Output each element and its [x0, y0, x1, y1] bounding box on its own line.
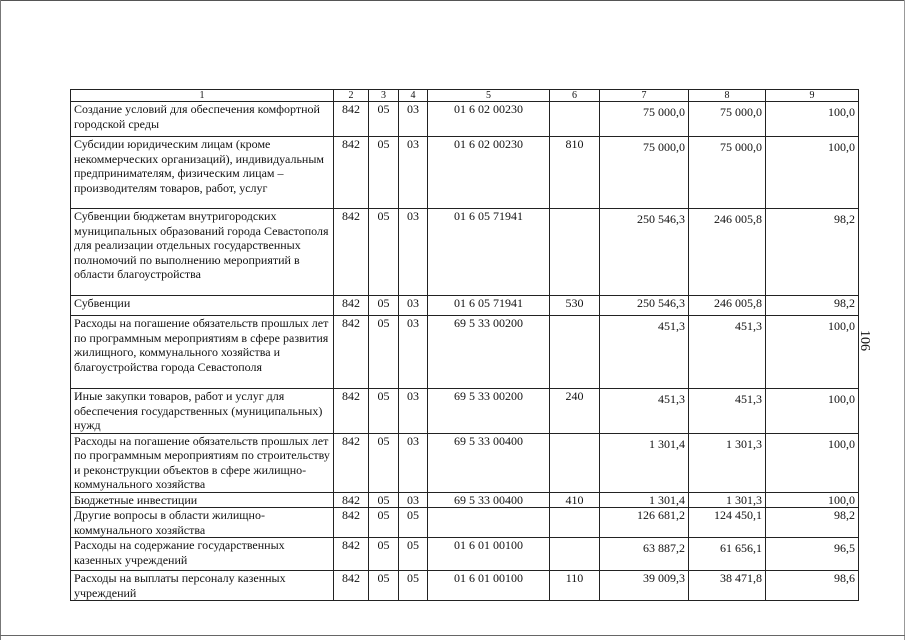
- cell-target-article: 69 5 33 00400: [428, 433, 550, 492]
- cell-executed: 451,3: [689, 389, 766, 434]
- cell-planned: 451,3: [600, 316, 689, 389]
- cell-planned: 39 009,3: [600, 571, 689, 601]
- cell-name: Субвенции бюджетам внутригородских муниципальных образований города Севастополя для реализации отдельных государственных полномочий по выполнению мероприятий в области благоустройства: [71, 209, 334, 296]
- cell-percent: 100,0: [766, 492, 859, 508]
- table-header-row: [71, 90, 859, 102]
- cell-subsection: 03: [399, 296, 428, 316]
- table-row: [71, 508, 859, 538]
- cell-section: 05: [369, 433, 399, 492]
- cell-expense-type: [550, 508, 600, 538]
- cell-target-article: 69 5 33 00200: [428, 389, 550, 434]
- cell-target-article: [428, 508, 550, 538]
- table-row: [71, 433, 859, 492]
- cell-ministry-code: 842: [334, 316, 369, 389]
- budget-table: [70, 89, 859, 601]
- cell-section: 05: [369, 316, 399, 389]
- cell-planned: 75 000,0: [600, 102, 689, 137]
- cell-planned: 1 301,4: [600, 433, 689, 492]
- cell-subsection: 03: [399, 102, 428, 137]
- header-col-8: 8: [689, 90, 766, 102]
- cell-expense-type: 410: [550, 492, 600, 508]
- cell-target-article: 69 5 33 00400: [428, 492, 550, 508]
- table-row: [71, 389, 859, 434]
- cell-name: Иные закупки товаров, работ и услуг для обеспечения государственных (муниципальных) нужд: [71, 389, 334, 434]
- cell-name: Расходы на содержание государственных казенных учреждений: [71, 538, 334, 571]
- cell-expense-type: 240: [550, 389, 600, 434]
- cell-executed: 1 301,3: [689, 492, 766, 508]
- cell-name: Бюджетные инвестиции: [71, 492, 334, 508]
- cell-ministry-code: 842: [334, 433, 369, 492]
- cell-target-article: 01 6 02 00230: [428, 102, 550, 137]
- cell-planned: 451,3: [600, 389, 689, 434]
- table-row: [71, 492, 859, 508]
- header-col-6: 6: [550, 90, 600, 102]
- cell-expense-type: 110: [550, 571, 600, 601]
- cell-percent: 100,0: [766, 316, 859, 389]
- cell-subsection: 03: [399, 137, 428, 209]
- cell-subsection: 05: [399, 571, 428, 601]
- cell-expense-type: [550, 538, 600, 571]
- cell-expense-type: [550, 433, 600, 492]
- cell-executed: 75 000,0: [689, 137, 766, 209]
- table-row: [71, 538, 859, 571]
- page-frame-bottom: [0, 635, 905, 636]
- cell-executed: 38 471,8: [689, 571, 766, 601]
- table-row: [71, 571, 859, 601]
- cell-percent: 100,0: [766, 389, 859, 434]
- cell-expense-type: [550, 209, 600, 296]
- header-col-2: 2: [334, 90, 369, 102]
- cell-planned: 250 546,3: [600, 209, 689, 296]
- header-col-9: 9: [766, 90, 859, 102]
- header-col-1: 1: [71, 90, 334, 102]
- cell-executed: 1 301,3: [689, 433, 766, 492]
- cell-section: 05: [369, 538, 399, 571]
- cell-ministry-code: 842: [334, 508, 369, 538]
- cell-ministry-code: 842: [334, 571, 369, 601]
- cell-percent: 100,0: [766, 102, 859, 137]
- cell-percent: 98,2: [766, 508, 859, 538]
- cell-ministry-code: 842: [334, 209, 369, 296]
- cell-target-article: 69 5 33 00200: [428, 316, 550, 389]
- cell-ministry-code: 842: [334, 538, 369, 571]
- cell-subsection: 03: [399, 389, 428, 434]
- cell-ministry-code: 842: [334, 137, 369, 209]
- header-col-5: 5: [428, 90, 550, 102]
- cell-percent: 98,2: [766, 209, 859, 296]
- cell-percent: 100,0: [766, 433, 859, 492]
- cell-subsection: 05: [399, 508, 428, 538]
- table-row: [71, 296, 859, 316]
- cell-name: Расходы на погашение обязательств прошлых лет по программным мероприятиям по строительству и реконструкции объектов в сфере жилищно-коммунального хозяйства: [71, 433, 334, 492]
- cell-name: Субвенции: [71, 296, 334, 316]
- cell-target-article: 01 6 01 00100: [428, 571, 550, 601]
- cell-executed: 61 656,1: [689, 538, 766, 571]
- cell-subsection: 05: [399, 538, 428, 571]
- cell-target-article: 01 6 01 00100: [428, 538, 550, 571]
- cell-percent: 96,5: [766, 538, 859, 571]
- cell-planned: 126 681,2: [600, 508, 689, 538]
- cell-target-article: 01 6 02 00230: [428, 137, 550, 209]
- cell-ministry-code: 842: [334, 102, 369, 137]
- table-row: [71, 209, 859, 296]
- header-col-4: 4: [399, 90, 428, 102]
- cell-executed: 246 005,8: [689, 296, 766, 316]
- cell-expense-type: 530: [550, 296, 600, 316]
- cell-subsection: 03: [399, 492, 428, 508]
- cell-executed: 246 005,8: [689, 209, 766, 296]
- cell-name: Субсидии юридическим лицам (кроме некоммерческих организаций), индивидуальным предпринимателям, физическим лицам – производителям товаров, работ, услуг: [71, 137, 334, 209]
- cell-expense-type: 810: [550, 137, 600, 209]
- cell-expense-type: [550, 102, 600, 137]
- cell-section: 05: [369, 571, 399, 601]
- cell-planned: 75 000,0: [600, 137, 689, 209]
- page-frame-top: [0, 0, 905, 1]
- cell-ministry-code: 842: [334, 389, 369, 434]
- table-row: [71, 137, 859, 209]
- table-row: [71, 102, 859, 137]
- cell-name: Расходы на погашение обязательств прошлых лет по программным мероприятиям в сфере развития жилищного, коммунального хозяйства и благоустройства города Севастополя: [71, 316, 334, 389]
- cell-section: 05: [369, 492, 399, 508]
- cell-name: Расходы на выплаты персоналу казенных учреждений: [71, 571, 334, 601]
- cell-expense-type: [550, 316, 600, 389]
- cell-planned: 1 301,4: [600, 492, 689, 508]
- cell-ministry-code: 842: [334, 296, 369, 316]
- cell-name: Другие вопросы в области жилищно-коммунального хозяйства: [71, 508, 334, 538]
- cell-section: 05: [369, 296, 399, 316]
- cell-target-article: 01 6 05 71941: [428, 209, 550, 296]
- cell-percent: 100,0: [766, 137, 859, 209]
- cell-executed: 124 450,1: [689, 508, 766, 538]
- cell-planned: 250 546,3: [600, 296, 689, 316]
- header-col-7: 7: [600, 90, 689, 102]
- cell-section: 05: [369, 389, 399, 434]
- cell-percent: 98,6: [766, 571, 859, 601]
- cell-planned: 63 887,2: [600, 538, 689, 571]
- header-col-3: 3: [369, 90, 399, 102]
- cell-subsection: 03: [399, 433, 428, 492]
- cell-percent: 98,2: [766, 296, 859, 316]
- cell-subsection: 03: [399, 209, 428, 296]
- cell-section: 05: [369, 137, 399, 209]
- cell-name: Создание условий для обеспечения комфортной городской среды: [71, 102, 334, 137]
- cell-subsection: 03: [399, 316, 428, 389]
- cell-target-article: 01 6 05 71941: [428, 296, 550, 316]
- cell-section: 05: [369, 209, 399, 296]
- cell-section: 05: [369, 102, 399, 137]
- cell-executed: 75 000,0: [689, 102, 766, 137]
- cell-executed: 451,3: [689, 316, 766, 389]
- page-frame-left: [0, 0, 1, 640]
- page-number: 106: [857, 330, 872, 351]
- table-row: [71, 316, 859, 389]
- cell-ministry-code: 842: [334, 492, 369, 508]
- cell-section: 05: [369, 508, 399, 538]
